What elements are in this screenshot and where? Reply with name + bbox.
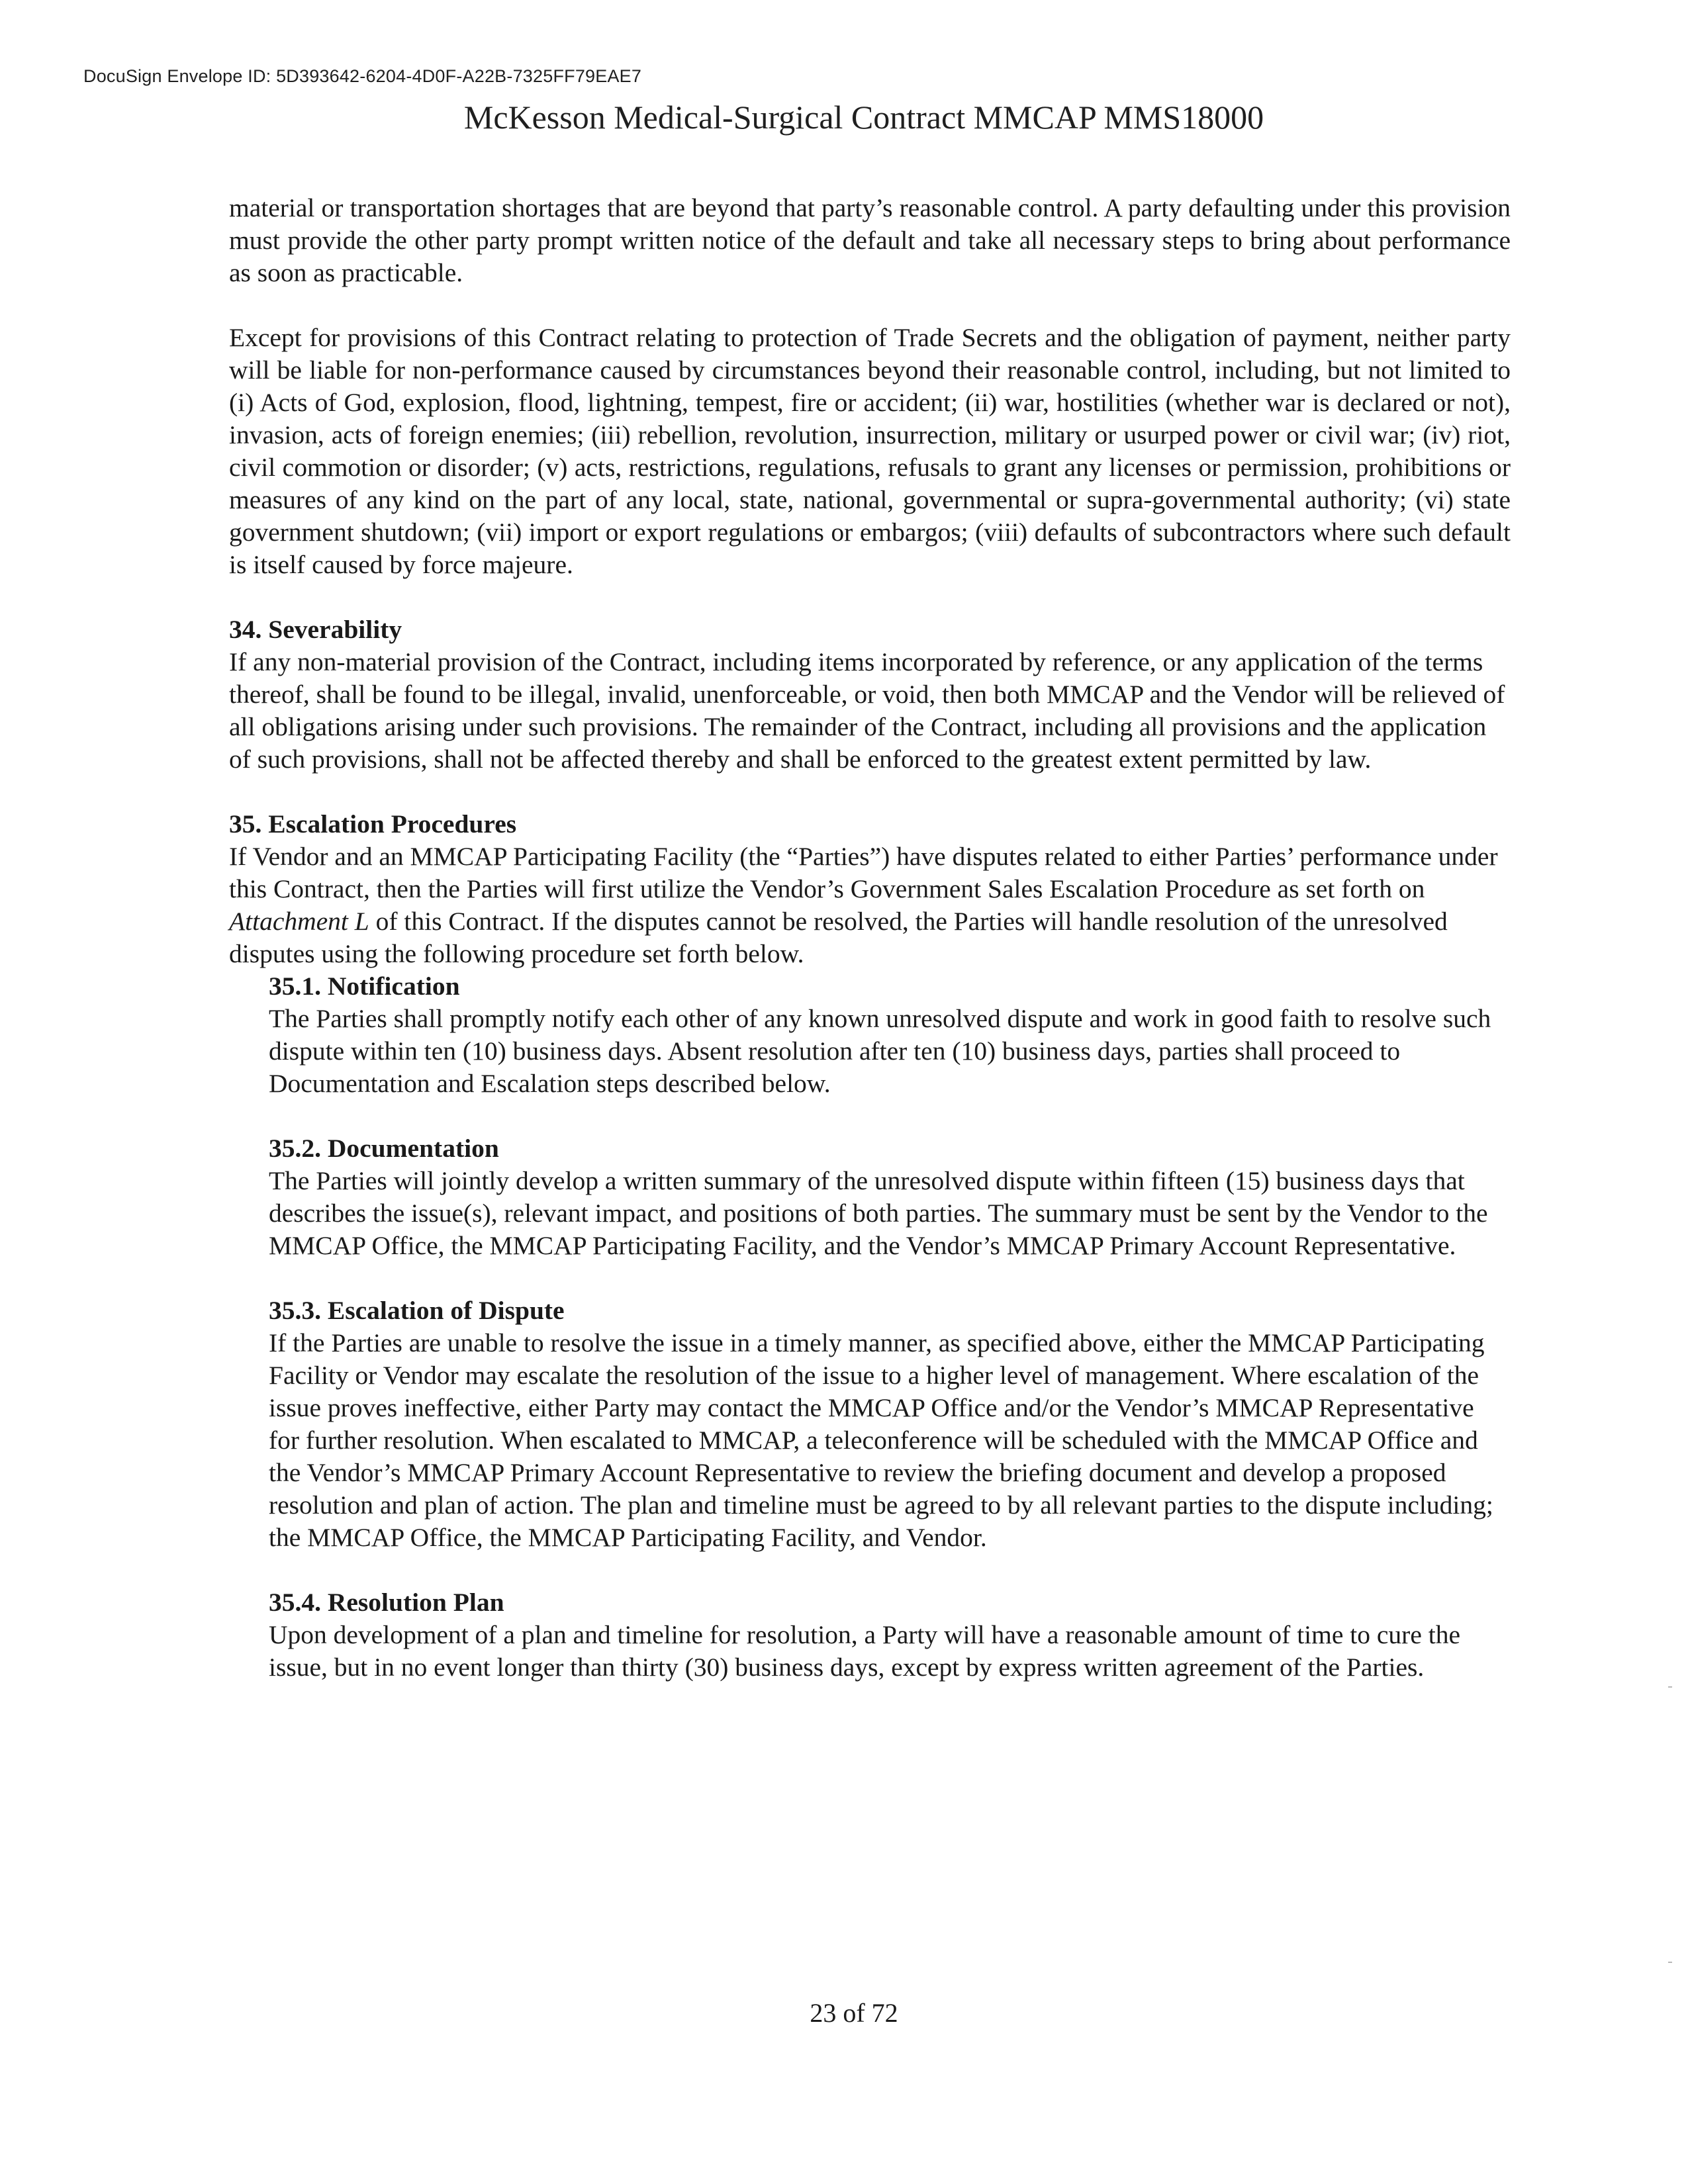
section-35-4-body: Upon development of a plan and timeline for resolution, a Party will have a reasonable amount of time to cure the issue, but in no event longer than thirty (30) business days, except by express written agreement of the Parties. <box>269 1620 1460 1682</box>
page-number: 23 of 72 <box>810 1998 898 2028</box>
section-35 <box>229 808 1511 1684</box>
section-35-1 <box>269 970 1511 1100</box>
section-35-1-title: 35.1. Notification <box>269 972 460 1001</box>
section-35-3 <box>269 1295 1511 1554</box>
section-35-3-body: If the Parties are unable to resolve the issue in a timely manner, as specified above, either the MMCAP Participating Facility or Vendor may escalate the resolution of the issue to a higher level of management. Where escalation of the issue proves ineffective, either Party may contact the MMCAP Office and/or the Vendor’s MMCAP Representative for further resolution. When escalated to MMCAP, a teleconference will be scheduled with the MMCAP Office and the Vendor’s MMCAP Primary Account Representative to review the briefing document and develop a proposed resolution and plan of action. The plan and timeline must be agreed to by all relevant parties to the dispute including; the MMCAP Office, the MMCAP Participating Facility, and Vendor. <box>269 1328 1493 1552</box>
scan-margin-mark <box>1668 1686 1672 1688</box>
section-34-title: 34. Severability <box>229 615 402 644</box>
scan-margin-mark <box>1668 1962 1672 1963</box>
section-35-4-title: 35.4. Resolution Plan <box>269 1588 504 1617</box>
document-body <box>229 192 1511 1716</box>
section-34 <box>229 614 1511 776</box>
section-34-body: If any non-material provision of the Contract, including items incorporated by reference, or any application of the terms thereof, shall be found to be illegal, invalid, unenforceable, or void, then both MMCAP and the Vendor will be relieved of all obligations arising under such provisions. The remainder of the Contract, including all provisions and the application of such provisions, shall not be affected thereby and shall be enforced to the greatest extent permitted by law. <box>229 647 1505 774</box>
document-header-title: McKesson Medical-Surgical Contract MMCAP MMS18000 <box>463 99 1264 136</box>
paragraph-non-performance: Except for provisions of this Contract relating to protection of Trade Secrets and the obligation of payment, neither party will be liable for non-performance caused by circumstances beyond their reasonable control, including, but not limited to (i) Acts of God, explosion, flood, lightning, tempest, fire or accident; (ii) war, hostilities (whether war is declared or not), invasion, acts of foreign enemies; (iii) rebellion, revolution, insurrection, military or usurped power or civil war; (iv) riot, civil commotion or disorder; (v) acts, restrictions, regulations, refusals to grant any licenses or permission, prohibitions or measures of any kind on the part of any local, state, national, governmental or supra-governmental authority; (vi) state government shutdown; (vii) import or export regulations or embargos; (viii) defaults of subcontractors where such default is itself caused by force majeure. <box>229 323 1511 579</box>
section-35-body-end: of this Contract. If the disputes cannot be resolved, the Parties will handle resolution of the unresolved disputes using the following procedure set forth below. <box>229 907 1448 968</box>
section-35-2-body: The Parties will jointly develop a written summary of the unresolved dispute within fifteen (15) business days that describes the issue(s), relevant impact, and positions of both parties. The summary must be sent by the Vendor to the MMCAP Office, the MMCAP Participating Facility, and the Vendor’s MMCAP Primary Account Representative. <box>269 1166 1488 1260</box>
envelope-id: DocuSign Envelope ID: 5D393642-6204-4D0F-A22B-7325FF79EAE7 <box>83 66 642 86</box>
section-35-body-start: If Vendor and an MMCAP Participating Facility (the “Parties”) have disputes related to either Parties’ performance under this Contract, then the Parties will first utilize the Vendor’s Government Sales Escalation Procedure as set forth on <box>229 842 1498 903</box>
section-35-title: 35. Escalation Procedures <box>229 809 517 839</box>
section-35-2-title: 35.2. Documentation <box>269 1134 499 1163</box>
paragraph-force-majeure-continued: material or transportation shortages that are beyond that party’s reasonable control. A party defaulting under this provision must provide the other party prompt written notice of the default and take all necessary steps to bring about performance as soon as practicable. <box>229 193 1511 287</box>
section-35-2 <box>269 1132 1511 1262</box>
section-35-body <box>229 841 1511 970</box>
section-35-4 <box>269 1586 1511 1684</box>
attachment-reference: Attachment L <box>229 907 369 936</box>
section-35-3-title: 35.3. Escalation of Dispute <box>269 1296 565 1325</box>
section-35-1-body: The Parties shall promptly notify each other of any known unresolved dispute and work in good faith to resolve such dispute within ten (10) business days. Absent resolution after ten (10) business days, parties shall proceed to Documentation and Escalation steps described below. <box>269 1004 1491 1098</box>
